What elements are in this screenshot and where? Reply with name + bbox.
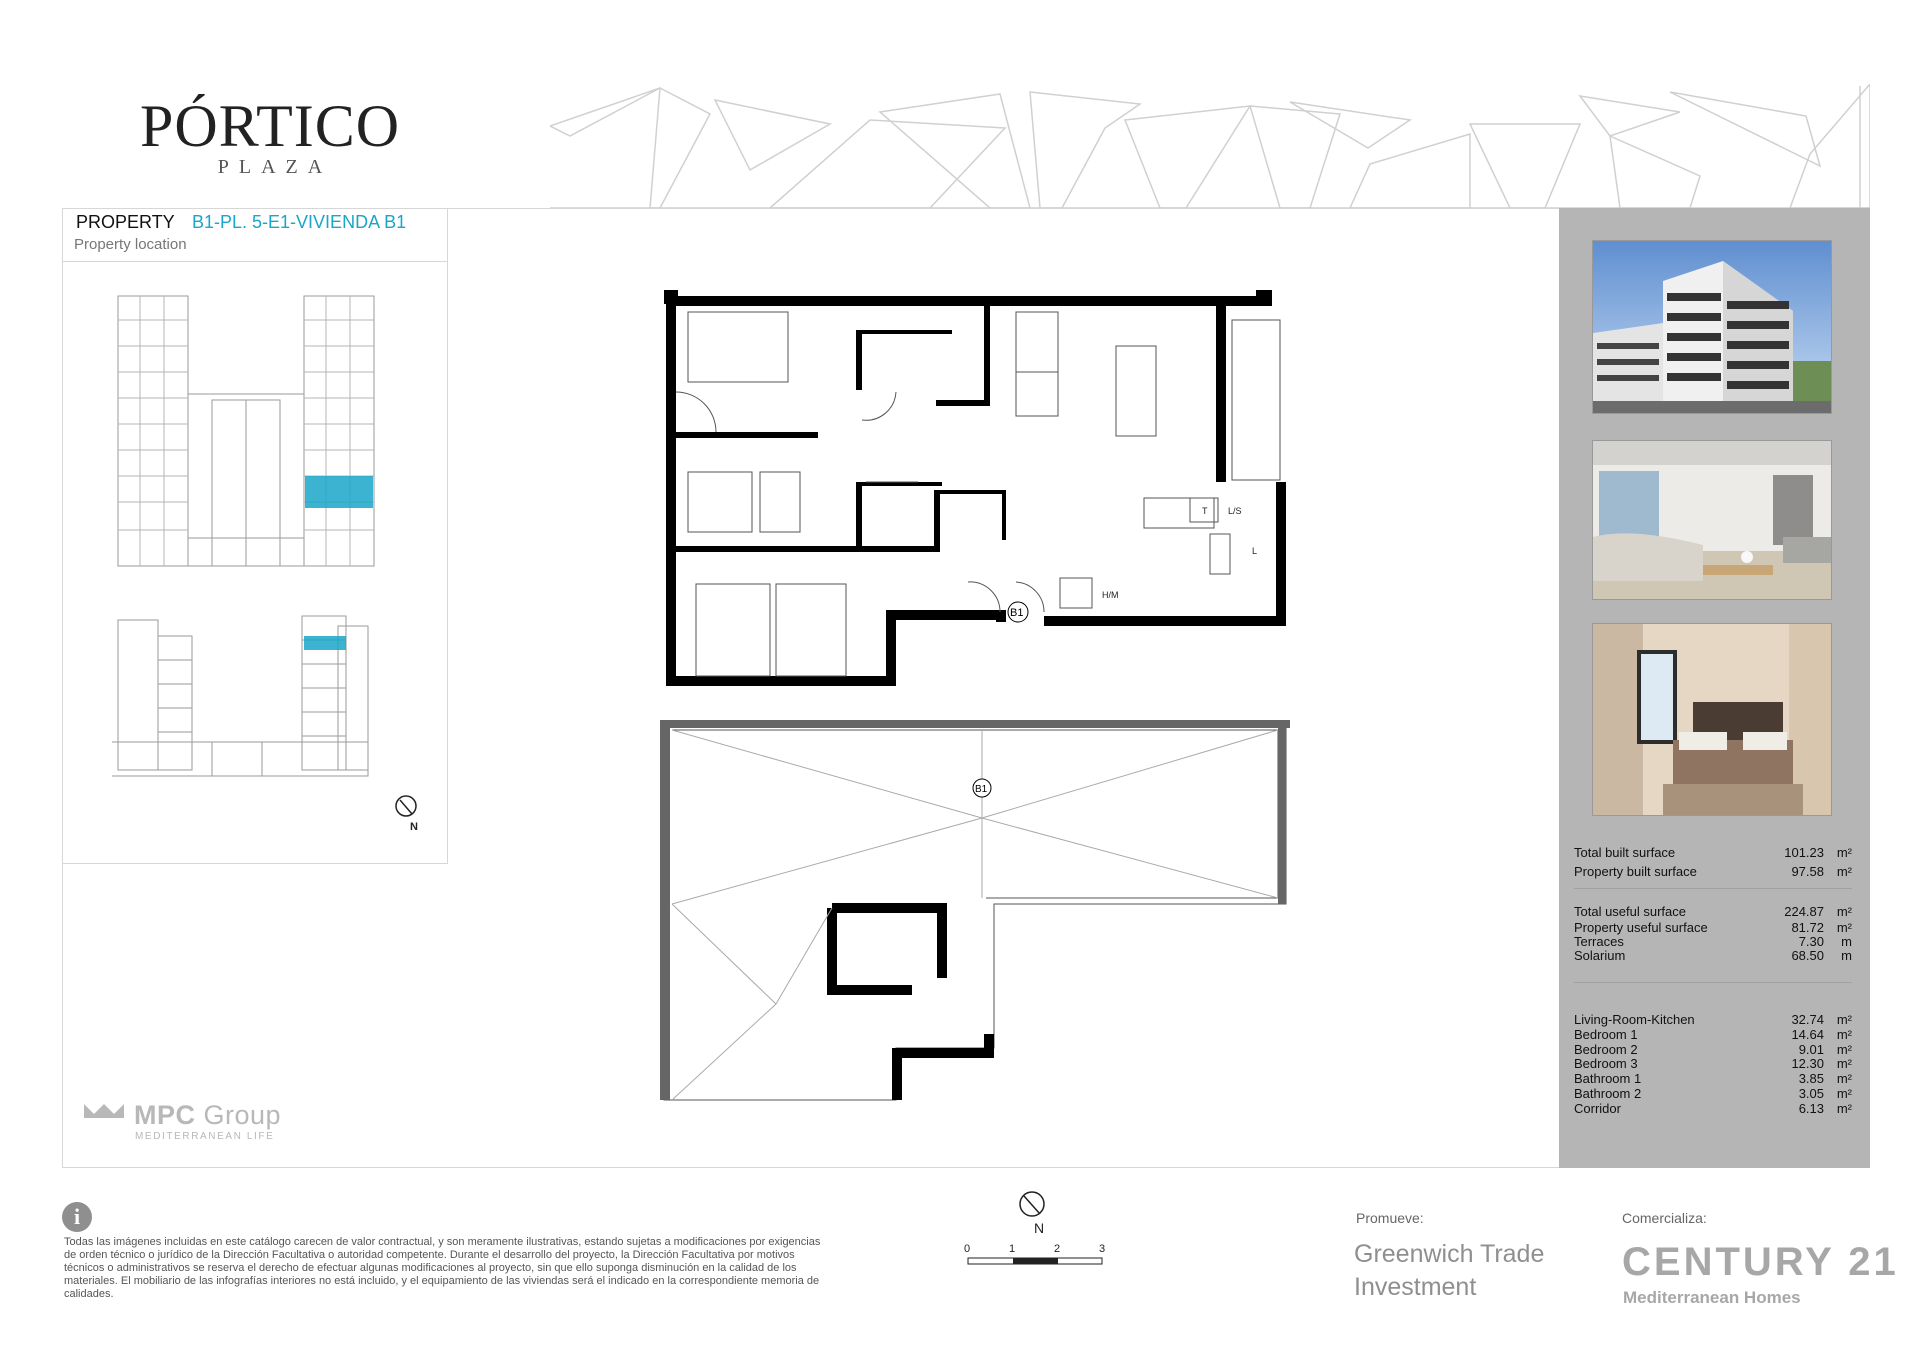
room-code-hm: H/M (1102, 590, 1119, 600)
surface-unit: m² (1836, 1071, 1852, 1086)
surface-label: Total built surface (1574, 845, 1676, 860)
mpc-name-rest: Group (203, 1100, 282, 1130)
surface-label: Total useful surface (1574, 904, 1687, 919)
unit-tag-plan: B1 (1010, 607, 1024, 619)
room-code-t: T (1202, 506, 1208, 516)
surface-unit: m (1841, 934, 1852, 949)
surface-value: 32.74 (1791, 1012, 1824, 1027)
surface-unit: m² (1836, 920, 1852, 935)
surface-row (1574, 949, 1852, 963)
surface-unit: m² (1836, 845, 1852, 860)
room-code-ls: L/S (1228, 506, 1242, 516)
surface-label: Corridor (1574, 1101, 1621, 1116)
surface-unit: m² (1836, 864, 1852, 879)
living-room-photo (1592, 440, 1832, 600)
bedroom-photo (1592, 623, 1832, 816)
surface-unit: m² (1836, 1086, 1852, 1101)
surface-value: 97.58 (1791, 864, 1824, 879)
promoter-label: Promueve: (1356, 1210, 1424, 1226)
decorative-banner (550, 84, 1870, 208)
mpc-name-bold: MPC (134, 1100, 196, 1130)
century21-logo: CENTURY 21 (1622, 1240, 1899, 1284)
property-location-caption: Property location (74, 236, 187, 253)
surface-value: 12.30 (1791, 1056, 1824, 1071)
north-label: N (410, 821, 418, 833)
surface-row (1574, 1087, 1852, 1101)
surface-row (1574, 905, 1852, 919)
surface-label: Terraces (1574, 934, 1624, 949)
surface-unit: m² (1836, 904, 1852, 919)
surface-label: Bathroom 2 (1574, 1086, 1642, 1101)
brand-name: PÓRTICO (140, 93, 401, 159)
brand-logo (140, 93, 401, 178)
surface-row (1574, 846, 1852, 860)
scale-bar (964, 1190, 1124, 1280)
surface-label: Bedroom 2 (1574, 1042, 1638, 1057)
surface-value: 14.64 (1791, 1027, 1824, 1042)
century21-subtitle: Mediterranean Homes (1623, 1288, 1801, 1307)
unit-highlight-plan (305, 476, 373, 508)
surface-row (1574, 935, 1852, 949)
surface-value: 3.05 (1798, 1086, 1824, 1101)
location-key-plan (112, 290, 422, 850)
promoter-name (1354, 1238, 1544, 1304)
surface-unit: m² (1836, 1056, 1852, 1071)
surface-row (1574, 1102, 1852, 1116)
legal-disclaimer: Todas las imágenes incluidas en este catálogo carecen de valor contractual, y son meramente ilustrativas, estando sujetas a modificaciones por exigencias de orden técnico o jurídico de la Dirección Facultativa o autoridad competente. Durante el desarrollo del proyecto, la Dirección Facultativa por motivos técnicos o administrativos se reserva el derecho de efectuar algunas modificaciones al proyecto, sin que ello suponga disminución en la calidad de los materiales. El mobiliario de las infografías interiores no está incluido, y el equipamiento de las viviendas será el indicado en la correspondiente memoria de calidades. (64, 1236, 821, 1300)
surface-row (1574, 1028, 1852, 1042)
surface-value: 3.85 (1798, 1071, 1824, 1086)
surface-label: Bedroom 1 (1574, 1027, 1638, 1042)
surface-label: Property useful surface (1574, 920, 1708, 935)
surface-label: Bathroom 1 (1574, 1071, 1642, 1086)
promoter-name-line2: Investment (1354, 1273, 1477, 1301)
mpc-logo-icon (84, 1100, 130, 1122)
unit-highlight-section (304, 636, 346, 650)
scale-tick: 0 (964, 1243, 971, 1255)
surface-row (1574, 1072, 1852, 1086)
promoter-name-line1: Greenwich Trade (1354, 1240, 1545, 1268)
property-code: B1-PL. 5-E1-VIVIENDA B1 (192, 212, 407, 232)
surface-label: Solarium (1574, 948, 1626, 963)
unit-tag-roof: B1 (975, 784, 988, 795)
surface-unit: m² (1836, 1101, 1852, 1116)
divider (1574, 982, 1852, 983)
surface-value: 7.30 (1798, 934, 1824, 949)
surface-value: 101.23 (1784, 845, 1824, 860)
mpc-name (134, 1100, 281, 1131)
surface-row (1574, 1043, 1852, 1057)
north-label: N (1034, 1220, 1045, 1236)
brand-subname: PLAZA (217, 156, 333, 178)
surface-row (1574, 865, 1852, 879)
scale-tick: 1 (1009, 1243, 1016, 1255)
surface-unit: m² (1836, 1042, 1852, 1057)
surface-value: 6.13 (1798, 1101, 1824, 1116)
mpc-tagline: MEDITERRANEAN LIFE (135, 1131, 275, 1142)
surface-value: 81.72 (1791, 920, 1824, 935)
info-icon: i (62, 1202, 92, 1232)
surface-unit: m² (1836, 1012, 1852, 1027)
surface-row (1574, 1013, 1852, 1027)
surface-label: Property built surface (1574, 864, 1697, 879)
scale-tick: 3 (1099, 1243, 1106, 1255)
room-code-l: L (1252, 546, 1258, 556)
apartment-floor-plan (656, 282, 1306, 692)
exterior-render-photo (1592, 240, 1832, 414)
divider (1574, 888, 1852, 889)
surface-value: 68.50 (1791, 948, 1824, 963)
surface-row (1574, 1057, 1852, 1071)
surface-unit: m (1841, 948, 1852, 963)
surface-value: 9.01 (1798, 1042, 1824, 1057)
solarium-floor-plan (656, 714, 1306, 1114)
surface-unit: m² (1836, 1027, 1852, 1042)
property-label: PROPERTY (76, 212, 175, 232)
scale-tick: 2 (1054, 1243, 1061, 1255)
surface-label: Living-Room-Kitchen (1574, 1012, 1695, 1027)
surface-row (1574, 921, 1852, 935)
surface-value: 224.87 (1784, 904, 1824, 919)
surface-label: Bedroom 3 (1574, 1056, 1638, 1071)
seller-label: Comercializa: (1622, 1210, 1707, 1226)
